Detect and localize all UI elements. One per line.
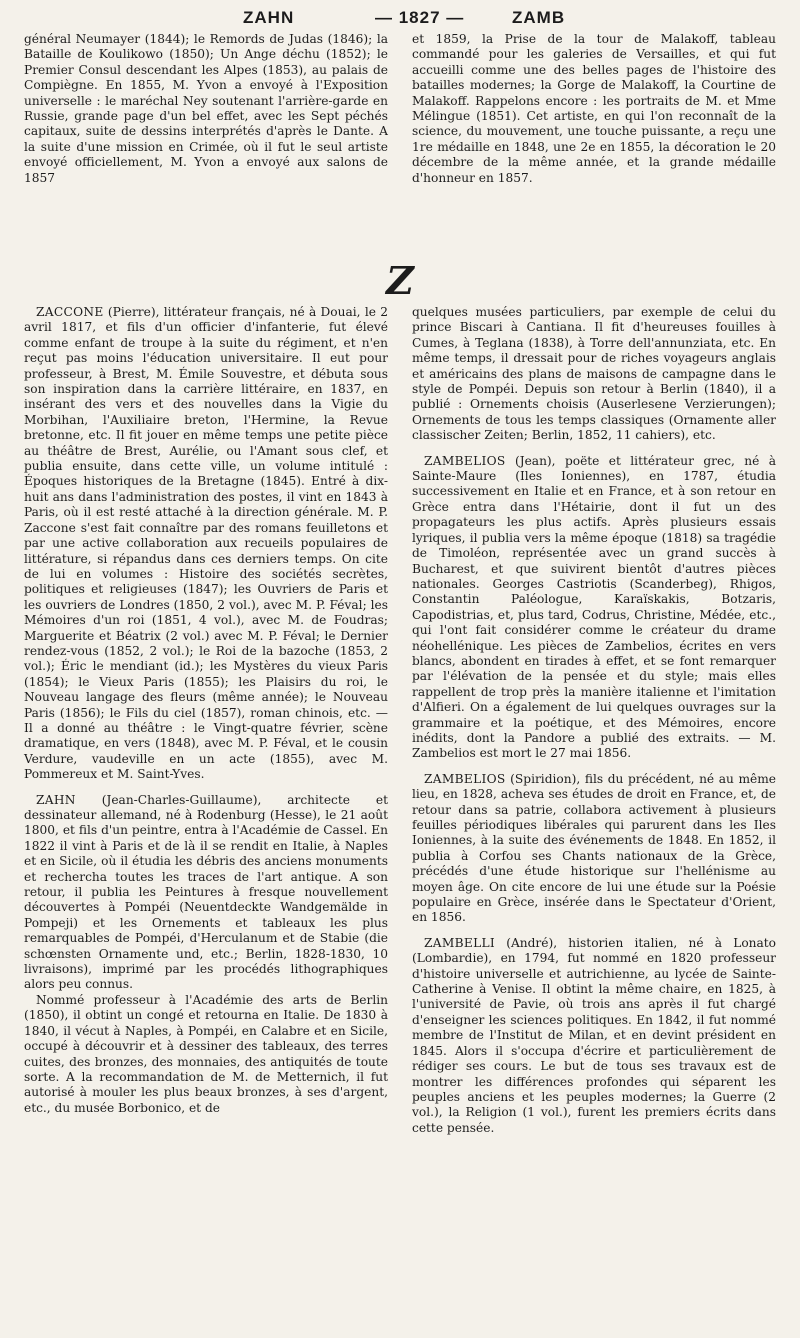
entry-name: ZAHN — [36, 792, 76, 807]
page-number: — 1827 — — [375, 8, 465, 27]
header-right-word: ZAMB — [512, 8, 566, 27]
entry-name: ZAMBELLI — [424, 935, 496, 950]
entry-name: ZAMBELIOS — [424, 453, 506, 468]
entry-zambelli — [412, 936, 776, 1136]
running-header — [0, 8, 800, 30]
continued-text-right: et 1859, la Prise de la tour de Malakoff, tableau commandé pour les galeries de Versailles, et qui fut accueilli comme une des belles pages de l'histoire des batailles modernes; la Gorge de Malakoff, la Courtine de Malakoff. Rappelons encore : les portraits de M. et Mme Mélingue (1851). Cet artiste, en qui l'on reconnaît de la science, du mouvement, une touche puissante, a reçu une 1re médaille en 1848, une 2e en 1855, la décoration le 20 décembre de la même année, et la grande médaille d'honneur en 1857. — [412, 32, 776, 185]
main-left-column — [24, 305, 388, 1330]
entry-text: (Jean), poëte et littérateur grec, né à Sainte-Maure (Iles Ioniennes), en 1787, étudia successivement en Italie et en France, et à son retour en Grèce entra dans l'Hétairie, dont il fut un des propagateurs les plus actifs. Après plusieurs essais lyriques, il publia vers la même époque (1818) sa tragédie de Timoléon, représentée avec un grand succès à Bucharest, et que suivirent bientôt d'autres pièces nationales. Georges Castriotis (Scanderbeg), Rhigos, Constantin Paléologue, Karaïskakis, Botzaris, Capodistrias, et, plus tard, Codrus, Christine, Médée, etc., qui l'ont fait considérer comme le créateur du drame néohellénique. Les pièces de Zambelios, écrites en vers blancs, abondent en tirades à effet, et se font remarquer par l'élévation de la pensée et du style; mais elles rappellent de trop près la manière italienne et l'imitation d'Alfieri. On a également de lui quelques ouvrages sur la grammaire et la poétique, et des Mémoires, encore inédits, dont la Pandore a publié des extraits. — M. Zambelios est mort le 27 mai 1856. — [412, 453, 776, 761]
continued-text-left: général Neumayer (1844); le Remords de Judas (1846); la Bataille de Koulikowo (1850); Un Ange déchu (1852); le Premier Consul descendant les Alpes (1853), au palais de Compiègne. En 1855, M. Yvon a envoyé à l'Exposition universelle : le maréchal Ney soutenant l'arrière-garde en Russie, grande page d'un bel effet, avec les Sept péchés capitaux, suite de dessins interprétés d'après le Dante. A la suite d'une mission en Crimée, où il fut le seul artiste envoyé officiellement, M. Yvon a envoyé aux salons de 1857 — [24, 32, 388, 185]
entry-text: (Jean-Charles-Guillaume), architecte et dessinateur allemand, né à Rodenburg (Hesse), le 21 août 1800, et fils d'un peintre, entra à l'Académie de Cassel. En 1822 il vint à Paris et de là il se rendit en Italie, à Naples et en Sicile, où il étudia les débris des anciens monuments et rechercha toutes les traces de l'art antique. A son retour, il publia les Peintures à fresque nouvellement découvertes à Pompéi (Neuentdeckte Wandgemälde in Pompeji) et les Ornements et tableaux les plus remarquables de Pompéi, d'Herculanum et de Stabie (die schœnsten Ornamente und, etc.; Berlin, 1828-1830, 10 livraisons), imprimé par les procédés lithographiques alors peu connus. — [24, 792, 389, 992]
entry-text: (Spiridion), fils du précédent, né au même lieu, en 1828, acheva ses études de droit en France, et, de retour dans sa patrie, collabora activement à plusieurs feuilles périodiques libérales qui parurent dans les Iles Ioniennes, à la suite des événements de 1848. En 1852, il publia à Corfou ses Chants nationaux de la Grèce, précédés d'une étude historique sur l'hellénisme au moyen âge. On cite encore de lui une étude sur la Poésie populaire en Grèce, insérée dans le Spectateur d'Orient, en 1856. — [412, 771, 776, 925]
entry-zahn — [24, 793, 388, 993]
top-right-column — [412, 32, 776, 232]
entry-zahn-end: quelques musées particuliers, par exemple de celui du prince Biscari à Cantiana. Il fit d'heureuses fouilles à Cumes, à Teglana (1838), à Torre dell'annunziata, etc. En même temps, il dressait pour de riches voyageurs anglais et américains des plans de maisons de campagne dans le style de Pompéi. Depuis son retour à Berlin (1840), il a publié : Ornements choisis (Auserlesene Verzierungen); Ornements de tous les temps classiques (Ornamente aller classischer Zeiten; Berlin, 1852, 11 cahiers), etc. — [412, 305, 776, 443]
section-letter: Z — [386, 258, 414, 303]
entry-name: ZAMBELIOS — [424, 771, 506, 786]
entry-zambelios-jean — [412, 454, 776, 762]
top-left-column — [24, 32, 388, 232]
entry-name: ZACCONE — [36, 305, 104, 319]
entry-zahn-continued: Nommé professeur à l'Académie des arts de Berlin (1850), il obtint un congé et retourna en Italie. De 1830 à 1840, il vécut à Naples, à Pompéi, en Calabre et en Sicile, occupé à découvrir et à dessiner des tableaux, des terres cuites, des bronzes, des monnaies, des antiquités de toute sorte. A la recommandation de M. de Metternich, il fut autorisé à mouler les plus beaux bronzes, à ses d'argent, etc., du musée Borbonico, et de — [24, 992, 388, 1115]
entry-text: (André), historien italien, né à Lonato (Lombardie), en 1794, fut nommé en 1820 professeur d'histoire universelle et autrichienne, au lycée de Sainte-Catherine à Venise. Il obtint la même chaire, en 1825, à l'université de Pavie, où trois ans après il fut chargé d'enseigner les sciences politiques. En 1842, il fut nommé membre de l'Institut de Milan, et en devint président en 1845. Alors il s'occupa d'écrire et particulièrement de rédiger ses cours. Le but de tous ses travaux est de montrer les différences profondes qui séparent les peuples anciens et les peuples modernes; la Guerre (2 vol.), la Religion (1 vol.), furent les premiers écrits dans cette pensée. — [412, 935, 777, 1135]
main-right-column — [412, 305, 776, 1330]
entry-text: (Pierre), littérateur français, né à Douai, le 2 avril 1817, et fils d'un officier d'infanterie, fut élevé comme enfant de troupe à la suite du régiment, et n'en reçut pas moins l'éducation universitaire. Il eut pour professeur, à Brest, M. Émile Souvestre, et débuta sous son inspiration dans la carrière littéraire, en 1837, en insérant des vers et des nouvelles dans la Vigie du Morbihan, l'Auxiliaire breton, l'Hermine, la Revue bretonne, etc. Il fit jouer en même temps une petite pièce au théâtre de Brest, Aurélie, ou l'Amant sous clef, et publia ensuite, dans cette ville, un volume intitulé : Époques historiques de la Bretagne (1845). Entré à dix-huit ans dans l'administration des postes, il vint en 1843 à Paris, où il est resté attaché à la direction générale. M. P. Zaccone s'est fait connaître par des romans feuilletons et par une active collaboration aux recueils populaires de littérature, si répandus dans ces derniers temps. On cite de lui en volumes : Histoire des sociétés secrètes, politiques et religieuses (1847); les Ouvriers de Paris et les ouvriers de Londres (1850, 2 vol.), avec M. P. Féval; les Mémoires d'un roi (1851, 4 vol.), avec M. de Foudras; Marguerite et Béatrix (2 vol.) avec M. P. Féval; le Dernier rendez-vous (1852, 2 vol.); le Roi de la bazoche (1853, 2 vol.); Éric le mendiant (id.); les Mystères du vieux Paris (1854); le Vieux Paris (1855); les Plaisirs du roi, le Nouveau langage des fleurs (même année); le Nouveau Paris (1856); le Fils du ciel (1857), roman chinois, etc. — Il a donné au théâtre : le Vingt-quatre février, scène dramatique, en vers (1848), avec M. P. Féval, et le cousin Verdure, vaudeville en un acte (1855), avec M. Pommereux et M. Saint-Yves. — [24, 305, 389, 782]
entry-zaccone — [24, 305, 388, 783]
entry-zambelios-spiridion — [412, 772, 776, 926]
header-left-word: ZAHN — [243, 8, 295, 27]
